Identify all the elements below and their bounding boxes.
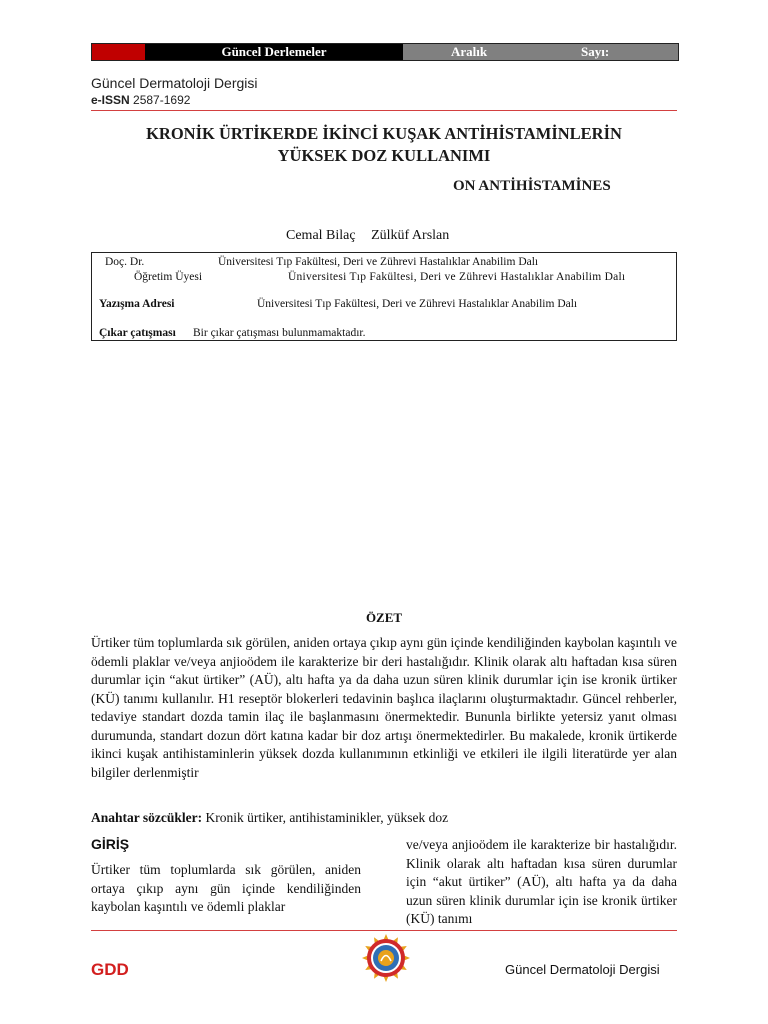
header-red-block bbox=[92, 44, 145, 60]
header-month: Aralık bbox=[451, 44, 488, 59]
conflict-label: Çıkar çatışması bbox=[99, 327, 176, 339]
author-2: Zülküf Arslan bbox=[371, 228, 450, 243]
journal-logo-icon bbox=[360, 932, 412, 984]
conflict-text: Bir çıkar çatışması bulunmamaktadır. bbox=[193, 327, 366, 339]
correspondence-label: Yazışma Adresi bbox=[99, 298, 175, 310]
header-bar bbox=[91, 43, 679, 61]
body-column-right: ve/veya anjioödem ile karakterize bir hastalığıdır. Klinik olarak altı haftadan kısa süren durumlar için “akut ürtiker” (AÜ), altı hafta ya da daha uzun süren klinik durumlar için ise kronik ürtiker (KÜ) tanımı bbox=[406, 837, 677, 926]
affiliation-box bbox=[91, 252, 677, 341]
issn-number: 2587-1692 bbox=[133, 93, 191, 107]
article-title-line1: KRONİK ÜRTİKERDE İKİNCİ KUŞAK ANTİHİSTAMİNLERİN bbox=[146, 124, 622, 143]
header-issue-block bbox=[403, 44, 678, 60]
section-heading-giris: GİRİŞ bbox=[91, 836, 130, 852]
header-rule bbox=[91, 110, 677, 111]
author-1: Cemal Bilaç bbox=[286, 228, 356, 243]
correspondence-institution: Üniversitesi Tıp Fakültesi, Deri ve Zührevi Hastalıklar Anabilim Dalı bbox=[257, 298, 578, 310]
footer-rule bbox=[91, 930, 677, 931]
footer-abbreviation: GDD bbox=[91, 960, 129, 979]
affiliation-2-title: Öğretim Üyesi bbox=[134, 271, 203, 283]
body-column-left: Ürtiker tüm toplumlarda sık görülen, aniden ortaya çıkıp aynı gün içinde kendiliğinden kaybolan kaşıntılı ve ödemli plaklar bbox=[91, 862, 361, 914]
issn-label: e-ISSN bbox=[91, 93, 130, 107]
footer-journal-name: Güncel Dermatoloji Dergisi bbox=[505, 962, 660, 977]
authors bbox=[286, 228, 449, 244]
abstract-text: Ürtiker tüm toplumlarda sık görülen, aniden ortaya çıkıp aynı gün içinde kendiliğinden kaybolan kaşıntılı ve ödemli plaklar ve/veya anjioödem ile karakterize bir deri hastalığıdır. Klinik olarak altı haftadan kısa süren durumlar için “akut ürtiker” (AÜ), altı hafta ya da daha uzun süren klinik durumlar için ise kronik ürtiker (KÜ) tanımı kullanılır. H1 reseptör blokerleri tedavinin başlıca ilaçlarını oluşturmaktadır. Güncel rehberler, tedaviye standart dozda tamin ilaç ile başlanmasını önermektedir. Bununla birlikte yetersiz yanıt olması durumunda, standart dozun dört katına kadar bir doz artışı önermektedirler. Bu makalede, kronik ürtikerde ikinci kuşak antihistaminlerin yüksek dozda kullanımının etkinliği ve etkileri ile ilgili literatürde yer alan bilgiler derlenmiştir bbox=[91, 635, 677, 780]
article-title-line2: YÜKSEK DOZ KULLANIMI bbox=[277, 146, 491, 165]
keywords bbox=[91, 810, 448, 826]
keywords-label: Anahtar sözcükler: bbox=[91, 810, 203, 825]
header-section: Güncel Derlemeler bbox=[145, 44, 403, 60]
journal-name: Güncel Dermatoloji Dergisi bbox=[91, 75, 258, 91]
english-title: ON ANTİHİSTAMİNES bbox=[453, 178, 611, 194]
affiliation-1-title: Doç. Dr. bbox=[105, 256, 145, 268]
abstract-heading: ÖZET bbox=[365, 610, 403, 625]
affiliation-2-institution: Üniversitesi Tıp Fakültesi, Deri ve Zührevi Hastalıklar Anabilim Dalı bbox=[288, 271, 626, 283]
header-issue: Sayı: bbox=[581, 44, 610, 59]
keywords-text: Kronik ürtiker, antihistaminikler, yüksek doz bbox=[205, 810, 449, 825]
affiliation-1-institution: Üniversitesi Tıp Fakültesi, Deri ve Zührevi Hastalıklar Anabilim Dalı bbox=[218, 256, 539, 268]
journal-issn bbox=[91, 93, 190, 107]
